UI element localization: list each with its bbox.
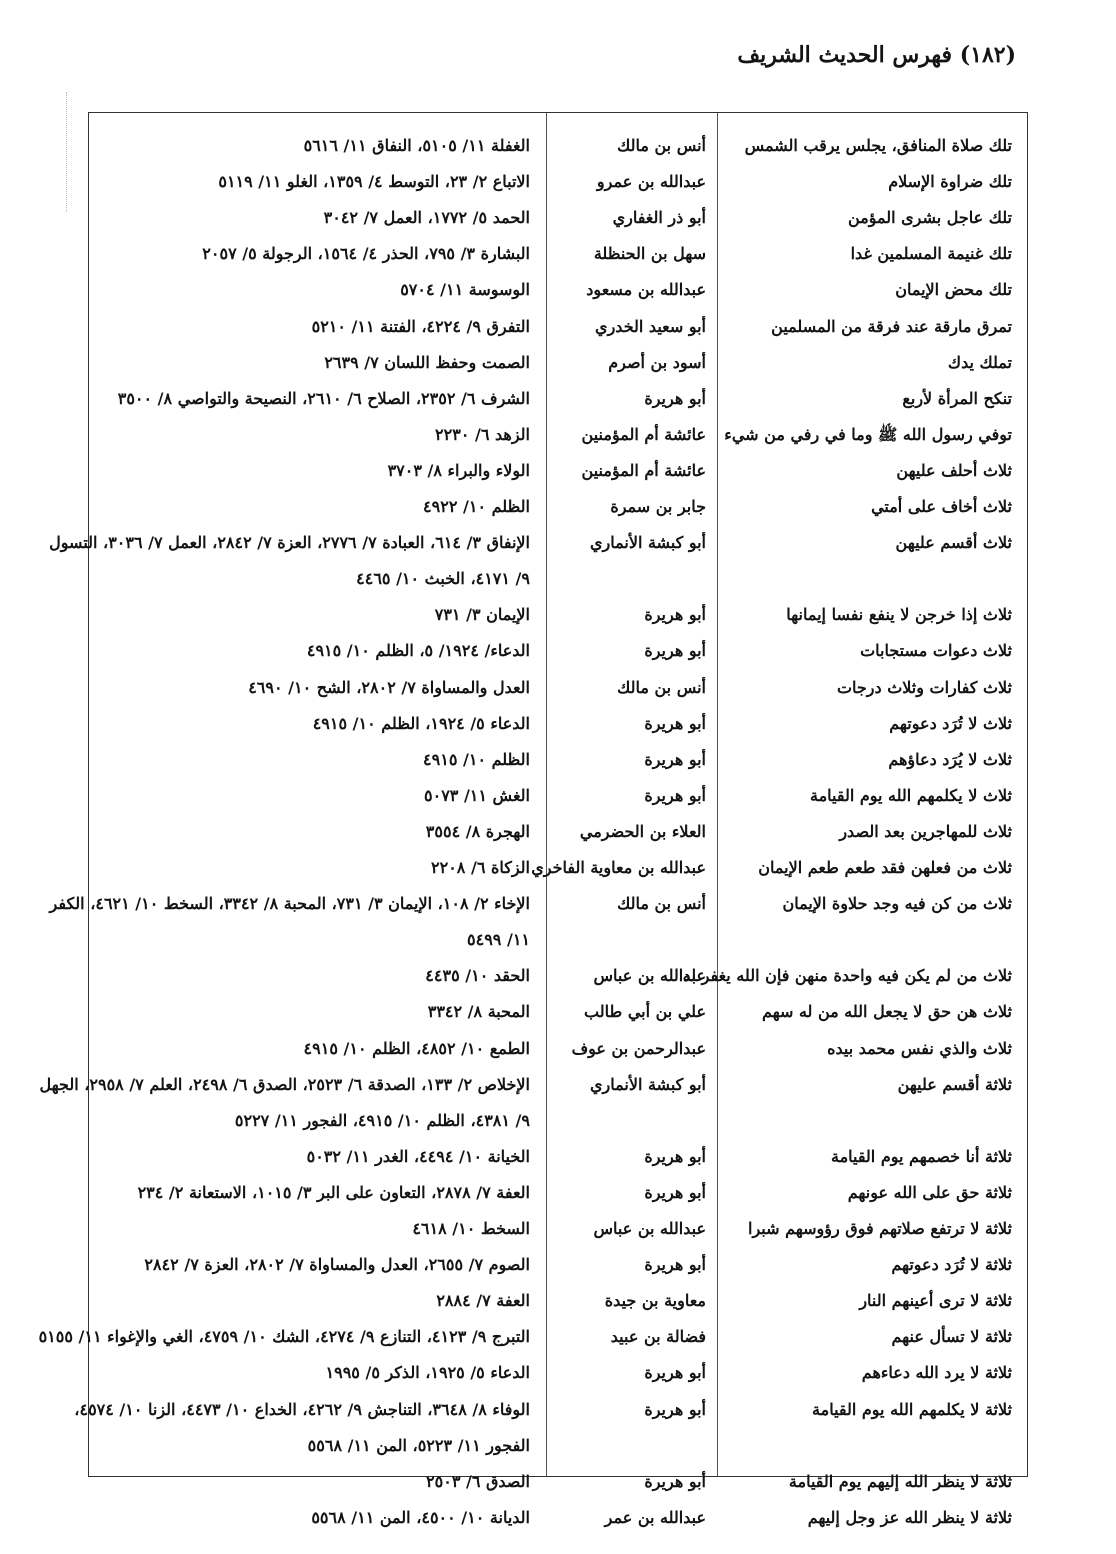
hadith-text-cell: ثلاث من فعلهن فقد طعم طعم الإيمان: [758, 858, 1012, 877]
reference-cell: الزهد ٦/ ٢٢٣٠: [435, 425, 530, 444]
hadith-text-cell: ثلاث للمهاجرين بعد الصدر: [839, 822, 1012, 841]
hadith-text-cell: [727, 1428, 1012, 1464]
narrator-cell: علي بن أبي طالب: [584, 1002, 706, 1021]
narrator-cell: العلاء بن الحضرمي: [579, 822, 706, 841]
table-row: [88, 1175, 1028, 1211]
table-row: [38, 1319, 1028, 1355]
reference-cell: الظلم ١٠/ ٤٩١٥: [423, 750, 530, 769]
hadith-text-cell: تلك غنيمة المسلمين غدا: [850, 244, 1012, 263]
table-row: [88, 489, 1028, 525]
hadith-text-cell: ثلاثة لا ترى أعينهم النار: [859, 1291, 1012, 1310]
hadith-text-cell: ثلاث من لم يكن فيه واحدة منهن فإن الله يغفر له: [682, 966, 1012, 985]
narrator-cell: أبو كبشة الأنماري: [590, 533, 706, 552]
hadith-text-cell: تلك عاجل بشرى المؤمن: [847, 208, 1012, 227]
reference-cell: العفة ٧/ ٢٨٧٨، التعاون على البر ٣/ ١٠١٥، الاستعانة ٢/ ٢٣٤: [137, 1183, 530, 1202]
hadith-text-cell: ثلاث لا تُرَد دعوتهم: [889, 714, 1012, 733]
hadith-text-cell: تمرق مارقة عند فرقة من المسلمين: [771, 317, 1012, 336]
table-row: [49, 525, 1028, 561]
table-row: [88, 850, 1028, 886]
reference-cell: الهجرة ٨/ ٣٥٥٤: [425, 822, 530, 841]
narrator-cell: أبو كبشة الأنماري: [590, 1075, 706, 1094]
reference-cell: الصدق ٦/ ٢٥٠٣: [426, 1472, 530, 1491]
narrator-cell: أنس بن مالك: [617, 136, 706, 155]
narrator-cell: عبدالله بن مسعود: [586, 280, 706, 299]
table-row: [88, 453, 1028, 489]
table-row: [88, 309, 1028, 345]
table-row: [88, 1500, 1028, 1536]
table-row: [88, 1211, 1028, 1247]
table-row: [88, 1355, 1028, 1391]
reference-cell: الديانة ١٠/ ٤٥٠٠، المن ١١/ ٥٥٦٨: [311, 1508, 530, 1527]
hadith-text-cell: ثلاثة لا يرد الله دعاءهم: [861, 1363, 1012, 1382]
hadith-text-cell: توفي رسول الله ﷺ وما في رفي من شيء: [724, 425, 1012, 444]
reference-cell: الخيانة ١٠/ ٤٤٩٤، الغدر ١١/ ٥٠٣٢: [306, 1147, 530, 1166]
table-row: [88, 1139, 1028, 1175]
narrator-cell: عبدالله بن عمرو: [596, 172, 706, 191]
hadith-text-cell: ثلاث إذا خرجن لا ينفع نفسا إيمانها: [786, 605, 1012, 624]
hadith-text-cell: ثلاث كفارات وثلاث درجات: [836, 678, 1012, 697]
table-row: [88, 597, 1028, 633]
hadith-text-cell: ثلاث لا يكلمهم الله يوم القيامة: [810, 786, 1012, 805]
reference-cell: العفة ٧/ ٢٨٨٤: [436, 1291, 530, 1310]
narrator-cell: أبو هريرة: [644, 389, 706, 408]
hadith-text-cell: ثلاثة أنا خصمهم يوم القيامة: [830, 1147, 1012, 1166]
narrator-cell: فضالة بن عبيد: [610, 1327, 706, 1346]
hadith-text-cell: ثلاث هن حق لا يجعل الله من له سهم: [761, 1002, 1012, 1021]
hadith-text-cell: [727, 922, 1012, 958]
hadith-text-cell: ثلاث من كن فيه وجد حلاوة الإيمان: [782, 894, 1012, 913]
reference-cell: الدعاء ٥/ ١٩٢٥، الذكر ٥/ ١٩٩٥: [325, 1363, 530, 1382]
table-row: [88, 958, 1028, 994]
reference-cell: ١١/ ٥٤٩٩: [467, 930, 530, 949]
table-row: [88, 670, 1028, 706]
narrator-cell: أبو هريرة: [644, 1147, 706, 1166]
narrator-cell: عبدالله بن عباس: [593, 1219, 706, 1238]
narrator-cell: أبو سعيد الخدري: [595, 317, 706, 336]
table-row: [88, 778, 1028, 814]
table-row: [88, 200, 1028, 236]
hadith-text-cell: ثلاث لا يُرَد دعاؤهم: [888, 750, 1012, 769]
table-row: [74, 1392, 1028, 1428]
reference-cell: الوفاء ٨/ ٣٦٤٨، التناجش ٩/ ٤٢٦٢، الخداع ١٠/ ٤٤٧٣، الزنا ١٠/ ٤٥٧٤،: [74, 1400, 530, 1419]
reference-cell: الظلم ١٠/ ٤٩٢٢: [423, 497, 530, 516]
hadith-text-cell: [727, 561, 1012, 597]
narrator-cell: عبدالله بن عباس: [593, 966, 706, 985]
reference-cell: الحقد ١٠/ ٤٤٣٥: [425, 966, 530, 985]
narrator-cell: أبو هريرة: [644, 1472, 706, 1491]
table-row: [88, 1103, 1028, 1139]
table-row: [88, 417, 1028, 453]
reference-cell: الإخاء ٢/ ١٠٨، الإيمان ٣/ ٧٣١، المحبة ٨/ ٣٣٤٢، السخط ١٠/ ٤٦٢١، الكفر: [49, 894, 530, 913]
reference-cell: الطمع ١٠/ ٤٨٥٢، الظلم ١٠/ ٤٩١٥: [303, 1039, 530, 1058]
reference-cell: التفرق ٩/ ٤٢٢٤، الفتنة ١١/ ٥٢١٠: [311, 317, 530, 336]
table-row: [88, 742, 1028, 778]
table-row: [88, 814, 1028, 850]
hadith-text-cell: تلك محض الإيمان: [895, 280, 1012, 299]
narrator-cell: أبو هريرة: [644, 605, 706, 624]
reference-cell: السخط ١٠/ ٤٦١٨: [412, 1219, 530, 1238]
reference-cell: الوسوسة ١١/ ٥٧٠٤: [400, 280, 530, 299]
table-row: [88, 561, 1028, 597]
narrator-cell: [546, 1428, 706, 1464]
table-row: [88, 236, 1028, 272]
table-row: [88, 272, 1028, 308]
reference-cell: ٩/ ٤١٧١، الخبث ١٠/ ٤٤٦٥: [356, 569, 530, 588]
reference-cell: الدعاء/ ١٩٢٤/ ٥، الظلم ١٠/ ٤٩١٥: [306, 641, 530, 660]
narrator-cell: أنس بن مالك: [617, 678, 706, 697]
reference-cell: الإيمان ٣/ ٧٣١: [434, 605, 530, 624]
reference-cell: الدعاء ٥/ ١٩٢٤، الظلم ١٠/ ٤٩١٥: [312, 714, 530, 733]
narrator-cell: أبو ذر الغفاري: [612, 208, 706, 227]
narrator-cell: عبدالرحمن بن عوف: [571, 1039, 706, 1058]
reference-cell: الحمد ٥/ ١٧٧٢، العمل ٧/ ٣٠٤٢: [323, 208, 530, 227]
narrator-cell: [546, 922, 706, 958]
narrator-cell: أبو هريرة: [644, 1363, 706, 1382]
reference-cell: البشارة ٣/ ٧٩٥، الحذر ٤/ ١٥٦٤، الرجولة ٥/ ٢٠٥٧: [202, 244, 530, 263]
narrator-cell: أبو هريرة: [644, 1255, 706, 1274]
reference-cell: العدل والمساواة ٧/ ٢٨٠٢، الشح ١٠/ ٤٦٩٠: [248, 678, 530, 697]
reference-cell: الفجور ١١/ ٥٢٢٣، المن ١١/ ٥٥٦٨: [307, 1436, 530, 1455]
hadith-text-cell: ثلاث والذي نفس محمد بيده: [827, 1039, 1012, 1058]
narrator-cell: [546, 1103, 706, 1139]
reference-cell: الصمت وحفظ اللسان ٧/ ٢٦٣٩: [324, 353, 530, 372]
hadith-text-cell: ثلاثة لا ينظر الله إليهم يوم القيامة: [788, 1472, 1012, 1491]
hadith-text-cell: [727, 1103, 1012, 1139]
table-row: [88, 164, 1028, 200]
margin-dotted-line: [66, 92, 68, 212]
hadith-text-cell: ثلاث أحلف عليهن: [896, 461, 1012, 480]
table-row: [88, 128, 1028, 164]
table-row: [88, 1464, 1028, 1500]
hadith-text-cell: تملك يدك: [947, 353, 1012, 372]
narrator-cell: أبو هريرة: [644, 1183, 706, 1202]
table-row: [88, 1247, 1028, 1283]
reference-cell: الشرف ٦/ ٢٣٥٢، الصلاح ٦/ ٢٦١٠، النصيحة والتواصي ٨/ ٣٥٠٠: [117, 389, 530, 408]
reference-cell: الاتباع ٢/ ٢٣، التوسط ٤/ ١٣٥٩، الغلو ١١/ ٥١١٩: [218, 172, 530, 191]
narrator-cell: عبدالله بن عمر: [604, 1508, 706, 1527]
table-row: [39, 1067, 1028, 1103]
narrator-cell: [546, 561, 706, 597]
narrator-cell: أبو هريرة: [644, 1400, 706, 1419]
hadith-text-cell: ثلاثة لا ينظر الله عز وجل إليهم: [807, 1508, 1012, 1527]
table-row: [88, 922, 1028, 958]
table-row: [88, 1428, 1028, 1464]
table-row: [88, 633, 1028, 669]
hadith-text-cell: ثلاثة لا تُرَد دعوتهم: [891, 1255, 1012, 1274]
hadith-text-cell: ثلاثة أقسم عليهن: [897, 1075, 1012, 1094]
narrator-cell: عائشة أم المؤمنين: [581, 425, 706, 444]
table-row: [88, 345, 1028, 381]
hadith-text-cell: ثلاثة لا ترتفع صلاتهم فوق رؤوسهم شبرا: [748, 1219, 1012, 1238]
table-row: [49, 886, 1028, 922]
hadith-text-cell: ثلاثة لا تسأل عنهم: [891, 1327, 1012, 1346]
narrator-cell: معاوية بن جيدة: [604, 1291, 706, 1310]
page-header: (١٨٢) فهرس الحديث الشريف: [737, 42, 1016, 68]
narrator-cell: أبو هريرة: [644, 714, 706, 733]
table-row: [88, 381, 1028, 417]
hadith-text-cell: ثلاث أقسم عليهن: [895, 533, 1012, 552]
hadith-text-cell: ثلاث أخاف على أمتي: [871, 497, 1012, 516]
table-row: [88, 994, 1028, 1030]
narrator-cell: سهل بن الحنظلة: [593, 244, 706, 263]
hadith-text-cell: ثلاثة لا يكلمهم الله يوم القيامة: [812, 1400, 1012, 1419]
reference-cell: ٩/ ٤٣٨١، الظلم ١٠/ ٤٩١٥، الفجور ١١/ ٥٢٢٧: [234, 1111, 530, 1130]
reference-cell: الولاء والبراء ٨/ ٣٧٠٣: [387, 461, 530, 480]
hadith-text-cell: تنكح المرأة لأربع: [902, 389, 1012, 408]
reference-cell: التبرج ٩/ ٤١٢٣، التنازع ٩/ ٤٢٧٤، الشك ١٠/ ٤٧٥٩، الغي والإغواء ١١/ ٥١٥٥: [38, 1327, 530, 1346]
reference-cell: المحبة ٨/ ٣٣٤٢: [427, 1002, 530, 1021]
narrator-cell: أسود بن أصرم: [608, 353, 706, 372]
hadith-text-cell: تلك ضراوة الإسلام: [888, 172, 1012, 191]
narrator-cell: جابر بن سمرة: [610, 497, 706, 516]
hadith-text-cell: تلك صلاة المنافق، يجلس يرقب الشمس: [744, 136, 1012, 155]
reference-cell: الغش ١١/ ٥٠٧٣: [424, 786, 530, 805]
narrator-cell: أبو هريرة: [644, 750, 706, 769]
reference-cell: الزكاة ٦/ ٢٢٠٨: [431, 858, 530, 877]
hadith-text-cell: ثلاثة حق على الله عونهم: [847, 1183, 1012, 1202]
narrator-cell: أبو هريرة: [644, 786, 706, 805]
reference-cell: الغفلة ١١/ ٥١٠٥، النفاق ١١/ ٥٦١٦: [303, 136, 530, 155]
reference-cell: الإنفاق ٣/ ٦١٤، العبادة ٧/ ٢٧٧٦، العزة ٧/ ٢٨٤٢، العمل ٧/ ٣٠٣٦، التسول: [49, 533, 530, 552]
narrator-cell: عبدالله بن معاوية الفاخري: [531, 858, 706, 877]
reference-cell: الإخلاص ٢/ ١٣٣، الصدقة ٦/ ٢٥٢٣، الصدق ٦/ ٢٤٩٨، العلم ٧/ ٢٩٥٨، الجهل: [39, 1075, 530, 1094]
narrator-cell: أنس بن مالك: [617, 894, 706, 913]
table-row: [88, 1031, 1028, 1067]
narrator-cell: عائشة أم المؤمنين: [581, 461, 706, 480]
table-row: [88, 706, 1028, 742]
reference-cell: الصوم ٧/ ٢٦٥٥، العدل والمساواة ٧/ ٢٨٠٢، العزة ٧/ ٢٨٤٢: [144, 1255, 530, 1274]
table-row: [88, 1283, 1028, 1319]
narrator-cell: أبو هريرة: [644, 641, 706, 660]
hadith-text-cell: ثلاث دعوات مستجابات: [860, 641, 1012, 660]
